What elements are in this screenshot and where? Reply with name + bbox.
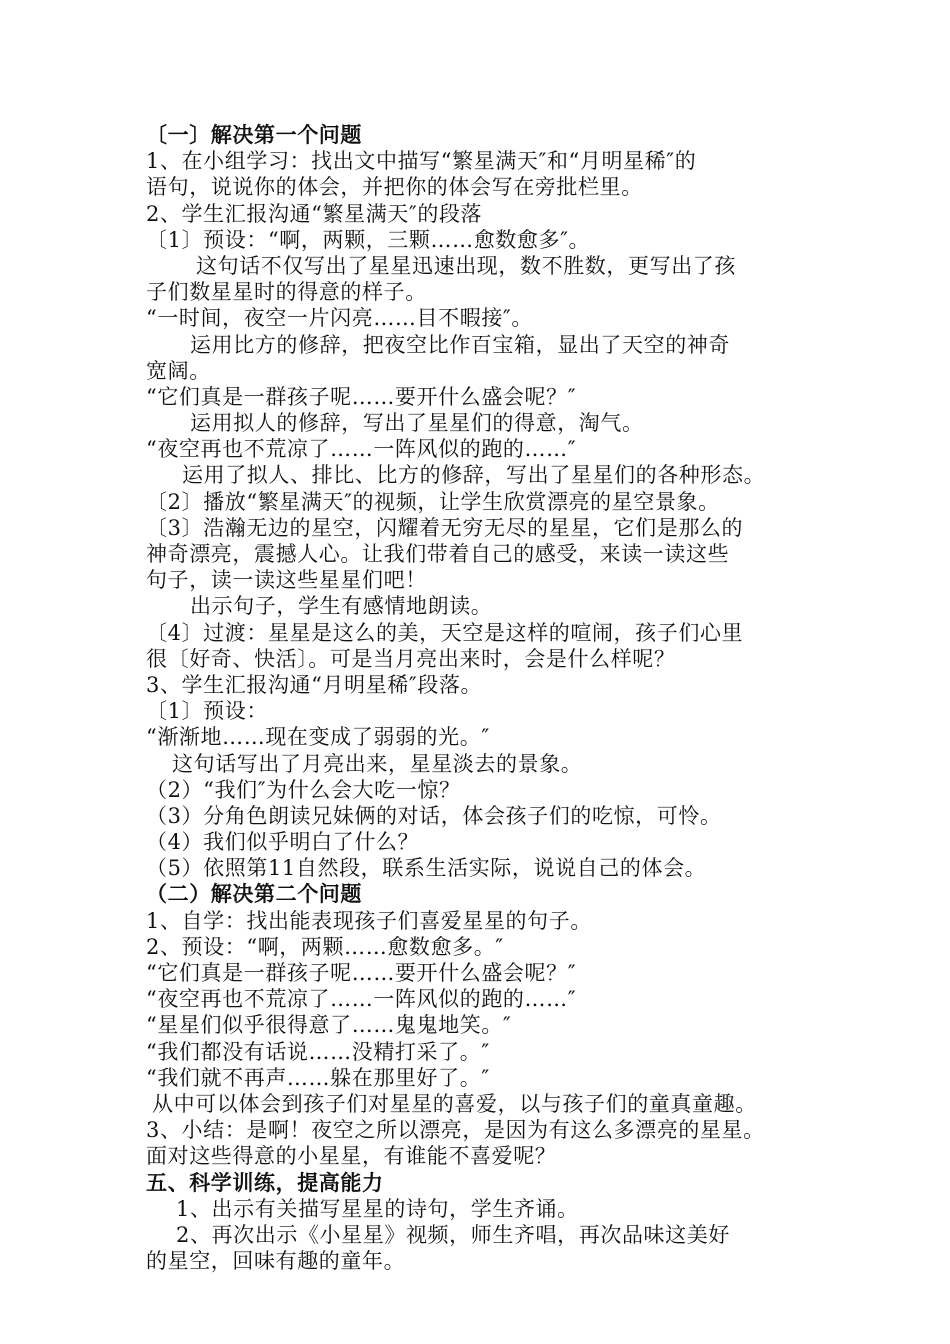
text-line: 1、自学：找出能表现孩子们喜爱星星的句子。 <box>146 908 592 933</box>
text-line: 面对这些得意的小星星，有谁能不喜爱呢？ <box>146 1144 557 1169</box>
text-line: 3、学生汇报沟通“月明星稀″段落。 <box>146 672 483 697</box>
text-line: 2、预设：“啊，两颗……愈数愈多。″ <box>146 934 504 959</box>
text-line: 3、小结：是啊！夜空之所以漂亮，是因为有这么多漂亮的星星。 <box>146 1118 765 1143</box>
text-line: 运用了拟人、排比、比方的修辞，写出了星星们的各种形态。 <box>182 463 766 488</box>
document-body <box>146 122 826 1274</box>
text-line: 宽阔。 <box>146 358 211 383</box>
text-line: 语句，说说你的体会，并把你的体会写在旁批栏里。 <box>146 175 643 200</box>
text-line: 从中可以体会到孩子们对星星的喜爱，以与孩子们的童真童趣。 <box>152 1091 757 1116</box>
text-line: 运用比方的修辞，把夜空比作百宝箱，显出了天空的神奇 <box>190 332 730 357</box>
text-line: “我们就不再声……躲在那里好了。″ <box>146 1065 490 1090</box>
text-line: “它们真是一群孩子呢……要开什么盛会呢？″ <box>146 961 577 985</box>
text-line: 这句话写出了月亮出来，星星淡去的景象。 <box>172 751 583 776</box>
text-line: 2、再次出示《小星星》视频，师生齐唱，再次品味这美好 <box>176 1222 730 1247</box>
text-line: 〔2〕播放“繁星满天″的视频，让学生欣赏漂亮的星空景象。 <box>146 489 720 514</box>
section-heading: 〔一〕解决第一个问题 <box>146 122 362 147</box>
text-line: 这句话不仅写出了星星迅速出现，数不胜数，更写出了孩 <box>196 253 736 278</box>
text-line: “夜空再也不荒凉了……一阵风似的跑的……″ <box>146 987 577 1012</box>
text-line: 神奇漂亮，震撼人心。让我们带着自己的感受，来读一读这些 <box>146 542 730 566</box>
text-line: 〔1〕预设：“啊，两颗，三颗……愈数愈多″。 <box>146 227 591 252</box>
section-heading: （二）解决第二个问题 <box>146 881 362 907</box>
text-line: 〔3〕浩瀚无边的星空，闪耀着无穷无尽的星星，它们是那么的 <box>146 515 744 540</box>
text-line: （3）分角色朗读兄妹俩的对话，体会孩子们的吃惊，可怜。 <box>146 803 722 828</box>
text-line: 2、学生汇报沟通“繁星满天″的段落 <box>146 201 483 226</box>
text-line: “它们真是一群孩子呢……要开什么盛会呢？″ <box>146 384 577 409</box>
text-line: 运用拟人的修辞，写出了星星们的得意，淘气。 <box>190 411 644 436</box>
text-line: “我们都没有话说……没精打采了。″ <box>146 1039 490 1064</box>
text-line: 出示句子，学生有感情地朗读。 <box>190 594 493 619</box>
text-line: 的星空，回味有趣的童年。 <box>146 1249 406 1274</box>
text-line: 1、出示有关描写星星的诗句，学生齐诵。 <box>176 1196 579 1221</box>
text-line: “夜空再也不荒凉了……一阵风似的跑的……″ <box>146 437 577 462</box>
text-line: “星星们似乎很得意了……鬼鬼地笑。″ <box>146 1013 512 1038</box>
text-line: “渐渐地……现在变成了弱弱的光。″ <box>146 725 490 750</box>
text-line: （4）我们似乎明白了什么？ <box>146 830 420 855</box>
text-line: 很〔好奇、快活〕。可是当月亮出来时，会是什么样呢？ <box>146 646 676 671</box>
text-line: 句子，读一读这些星星们吧！ <box>146 568 427 593</box>
text-line: （5）依照第11自然段，联系生活实际，说说自己的体会。 <box>146 856 707 881</box>
text-line: 1、在小组学习：找出文中描写“繁星满天″和“月明星稀″的 <box>146 149 697 174</box>
text-line: 〔4〕过渡：星星是这么的美，天空是这样的喧闹，孩子们心里 <box>146 620 744 645</box>
text-line: 子们数星星时的得意的样子。 <box>146 280 427 305</box>
section-heading: 五、科学训练，提高能力 <box>146 1169 384 1195</box>
text-line: 〔1〕预设： <box>146 699 268 724</box>
text-line: （2）“我们″为什么会大吃一惊？ <box>146 777 461 802</box>
text-line: “一时间，夜空一片闪亮……目不暇接″。 <box>146 306 533 331</box>
